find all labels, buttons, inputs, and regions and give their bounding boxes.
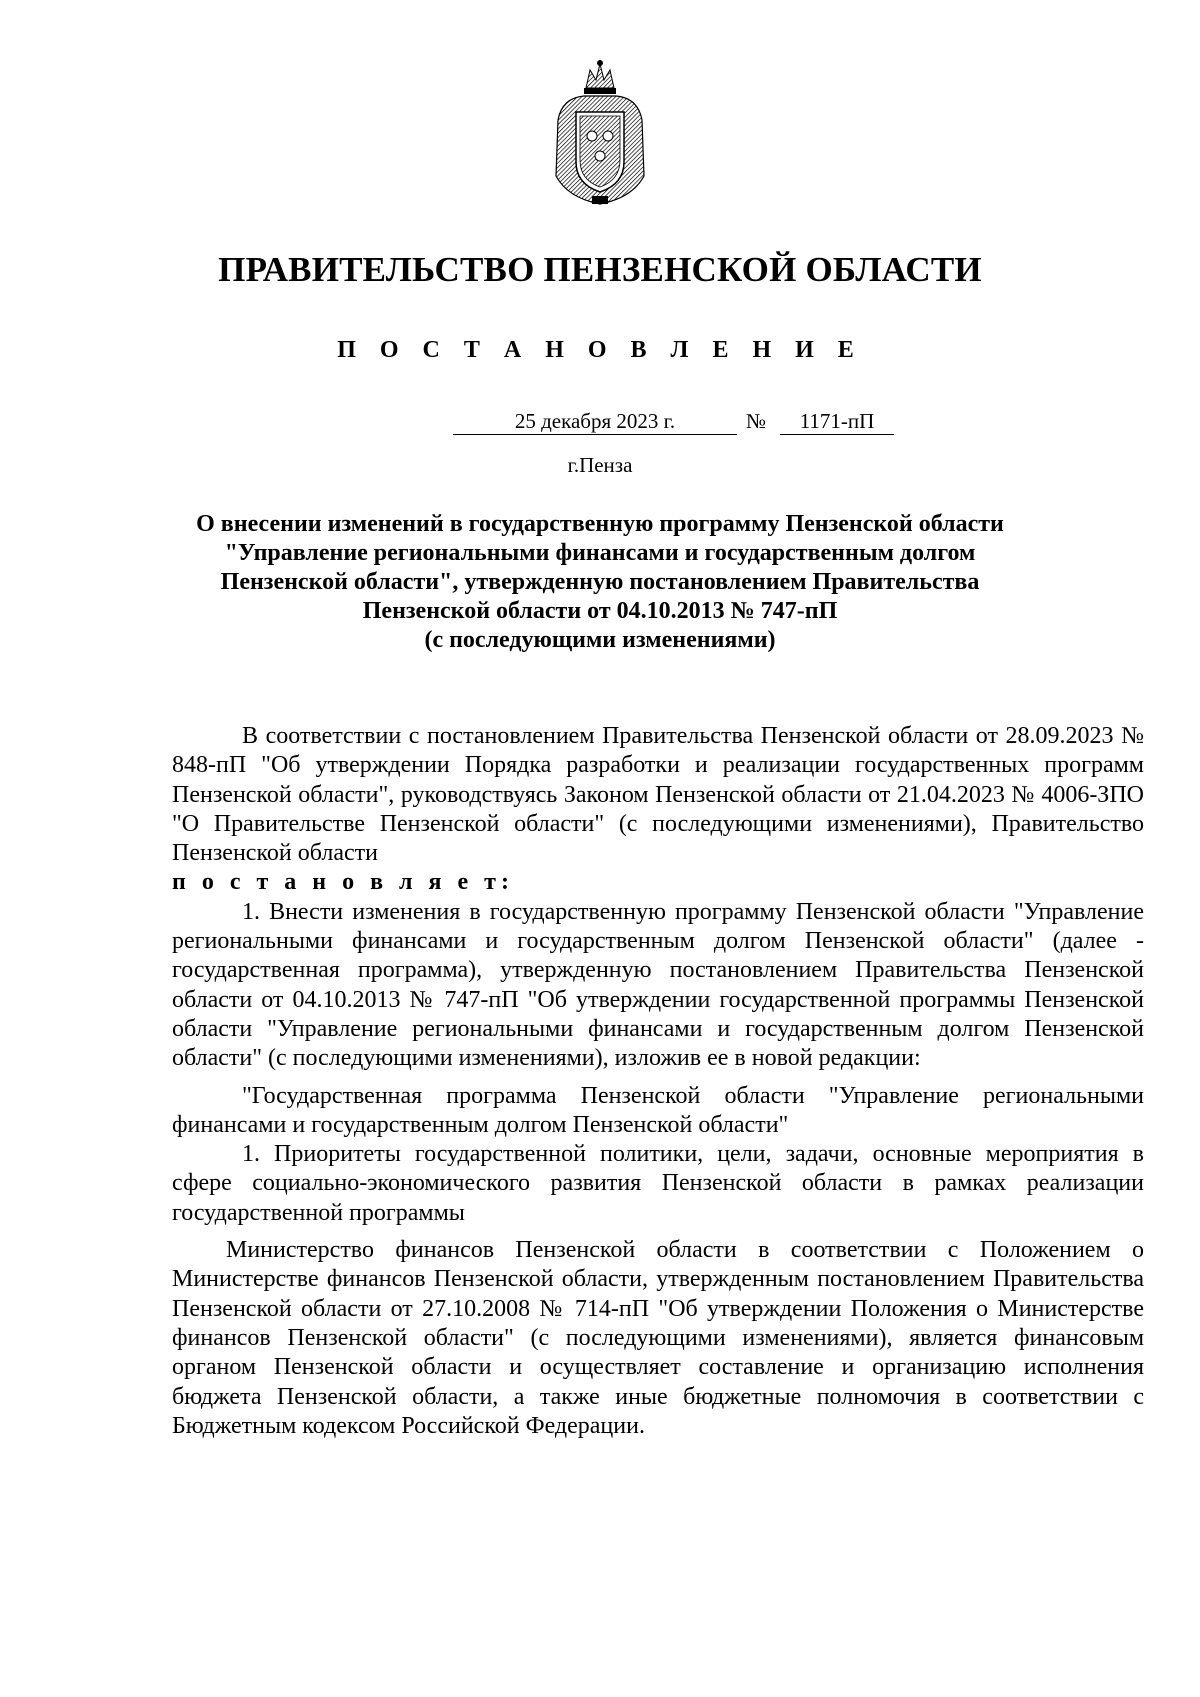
subject-line: "Управление региональными финансами и государственным долгом (224, 540, 976, 566)
program-title-paragraph: "Государственная программа Пензенской области "Управление региональными финансами и государственным долгом Пензенской области" (172, 1082, 1144, 1138)
document-subject (150, 510, 1050, 655)
preamble-text: В соответствии с постановлением Правительства Пензенской области от 28.09.2023 № 848-пП "Об утверждении Порядка разработки и реализации государственных программ Пензенской области", руководствуясь Законом Пензенской области от 21.04.2023 № 4006-ЗПО "О Правительстве Пензенской области" (с последующими изменениями), Правительство Пензенской области (172, 723, 1144, 867)
section-1-title-paragraph: 1. Приоритеты государственной политики, цели, задачи, основные мероприятия в сфере социально-экономического развития Пензенской области в рамках реализации государственной программы (172, 1141, 1144, 1226)
subject-line: Пензенской области", утвержденную постановлением Правительства (220, 569, 980, 595)
city-name: г.Пенза (567, 453, 633, 477)
number-sign: № (746, 409, 767, 433)
coat-of-arms-emblem (552, 58, 648, 206)
subject-line: (с последующими изменениями) (424, 627, 776, 653)
section-1-text-paragraph: Министерство финансов Пензенской области в соответствии с Положением о Министерстве финансов Пензенской области, утвержденным постановлением Правительства Пензенской области от 27.10.2008 № 714-пП "Об утверждении Положения о Министерстве финансов Пензенской области" (с последующими изменениями), является финансовым органом Пензенской области и осуществляет составление и организацию исполнения бюджета Пензенской области, а также иные бюджетные полномочия в соответствии с Бюджетным кодексом Российской Федерации. (172, 1237, 1144, 1439)
government-title: ПРАВИТЕЛЬСТВО ПЕНЗЕНСКОЙ ОБЛАСТИ (218, 250, 982, 289)
preamble-paragraph (172, 722, 1144, 898)
resolves-keyword: п о с т а н о в л я е т: (172, 869, 514, 896)
document-number: 1171-пП (780, 408, 894, 435)
item-1-paragraph: 1. Внести изменения в государственную программу Пензенской области "Управление региональными финансами и государственным долгом Пензенской области" (далее - государственная программа), утвержденную постановлением Правительства Пензенской области от 04.10.2013 № 747-пП "Об утверждении государственной программы Пензенской области "Управление региональными финансами и государственным долгом Пензенской области" (с последующими изменениями), изложив ее в новой редакции: (172, 898, 1144, 1072)
document-date: 25 декабря 2023 г. (453, 408, 737, 435)
subject-line: Пензенской области от 04.10.2013 № 747-пП (362, 598, 838, 624)
document-type-heading: П О С Т А Н О В Л Е Н И Е (337, 337, 863, 363)
document-body (172, 722, 1144, 1441)
subject-line: О внесении изменений в государственную программу Пензенской области (196, 511, 1004, 537)
